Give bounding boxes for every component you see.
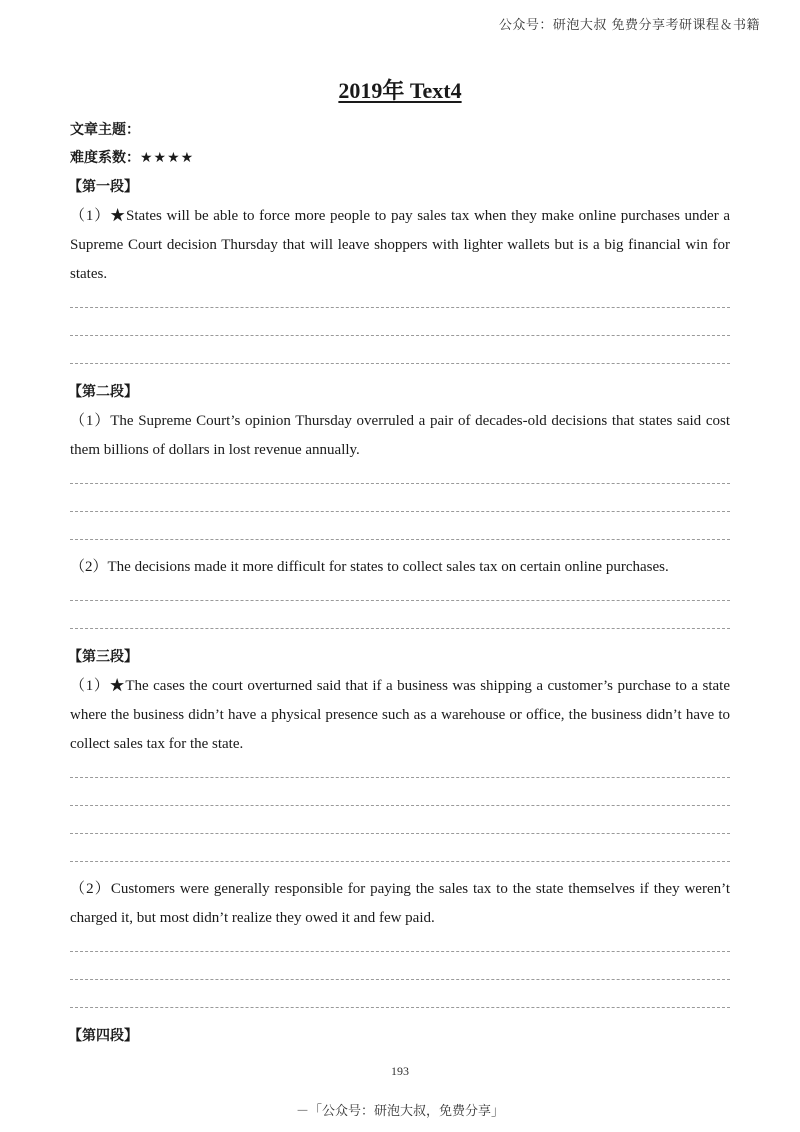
answer-line[interactable] <box>70 349 730 377</box>
answer-line[interactable] <box>70 819 730 847</box>
answer-line[interactable] <box>70 586 730 614</box>
answer-line[interactable] <box>70 763 730 791</box>
section-2-paragraph-1: （1）The Supreme Court’s opinion Thursday overruled a pair of decades-old decisions that states said cost them billions of dollars in lost revenue annually. <box>70 413 730 458</box>
footer-watermark-note: －「公众号：研泡大叔，免费分享」 <box>295 1104 504 1119</box>
answer-line[interactable] <box>70 525 730 553</box>
theme-label: 文章主题： <box>70 122 140 138</box>
section-heading-4: 【第四段】 <box>68 1028 138 1044</box>
answer-line[interactable] <box>70 469 730 497</box>
section-1-paragraph-1: （1）★States will be able to force more people to pay sales tax when they make online purchases under a Supreme Court decision Thursday that will leave shoppers with lighter wallets but is a big financial win for states. <box>70 208 730 282</box>
difficulty-line <box>70 144 730 172</box>
answer-line[interactable] <box>70 993 730 1021</box>
document-body <box>70 116 730 1051</box>
answer-line[interactable] <box>70 321 730 349</box>
answer-line[interactable] <box>70 791 730 819</box>
section-3-paragraph-2: （2）Customers were generally responsible for paying the sales tax to the state themselves if they weren’t charged it, but most didn’t realize they owed it and few paid. <box>70 881 730 926</box>
section-heading-2: 【第二段】 <box>68 384 138 400</box>
answer-line[interactable] <box>70 847 730 875</box>
section-heading-3: 【第三段】 <box>68 649 138 665</box>
difficulty-stars: ★★★★ <box>140 150 195 166</box>
answer-line[interactable] <box>70 965 730 993</box>
difficulty-label: 难度系数： <box>70 150 140 166</box>
page-title-container <box>0 74 800 105</box>
answer-line[interactable] <box>70 614 730 642</box>
header-watermark-note: 公众号：研泡大叔 免费分享考研课程＆书籍 <box>498 18 760 33</box>
answer-line[interactable] <box>70 293 730 321</box>
page-title: 2019年 Text4 <box>338 78 462 103</box>
theme-line <box>70 116 730 144</box>
section-heading-1: 【第一段】 <box>68 179 138 195</box>
answer-line[interactable] <box>70 497 730 525</box>
section-2-paragraph-2: （2）The decisions made it more difficult for states to collect sales tax on certain online purchases. <box>70 559 669 575</box>
page-number: 193 <box>391 1064 409 1078</box>
section-3-paragraph-1: （1）★The cases the court overturned said that if a business was shipping a customer’s purchase to a state where the business didn’t have a physical presence such as a warehouse or office, the business didn’t have to collect sales tax for the state. <box>70 678 730 752</box>
answer-line[interactable] <box>70 937 730 965</box>
